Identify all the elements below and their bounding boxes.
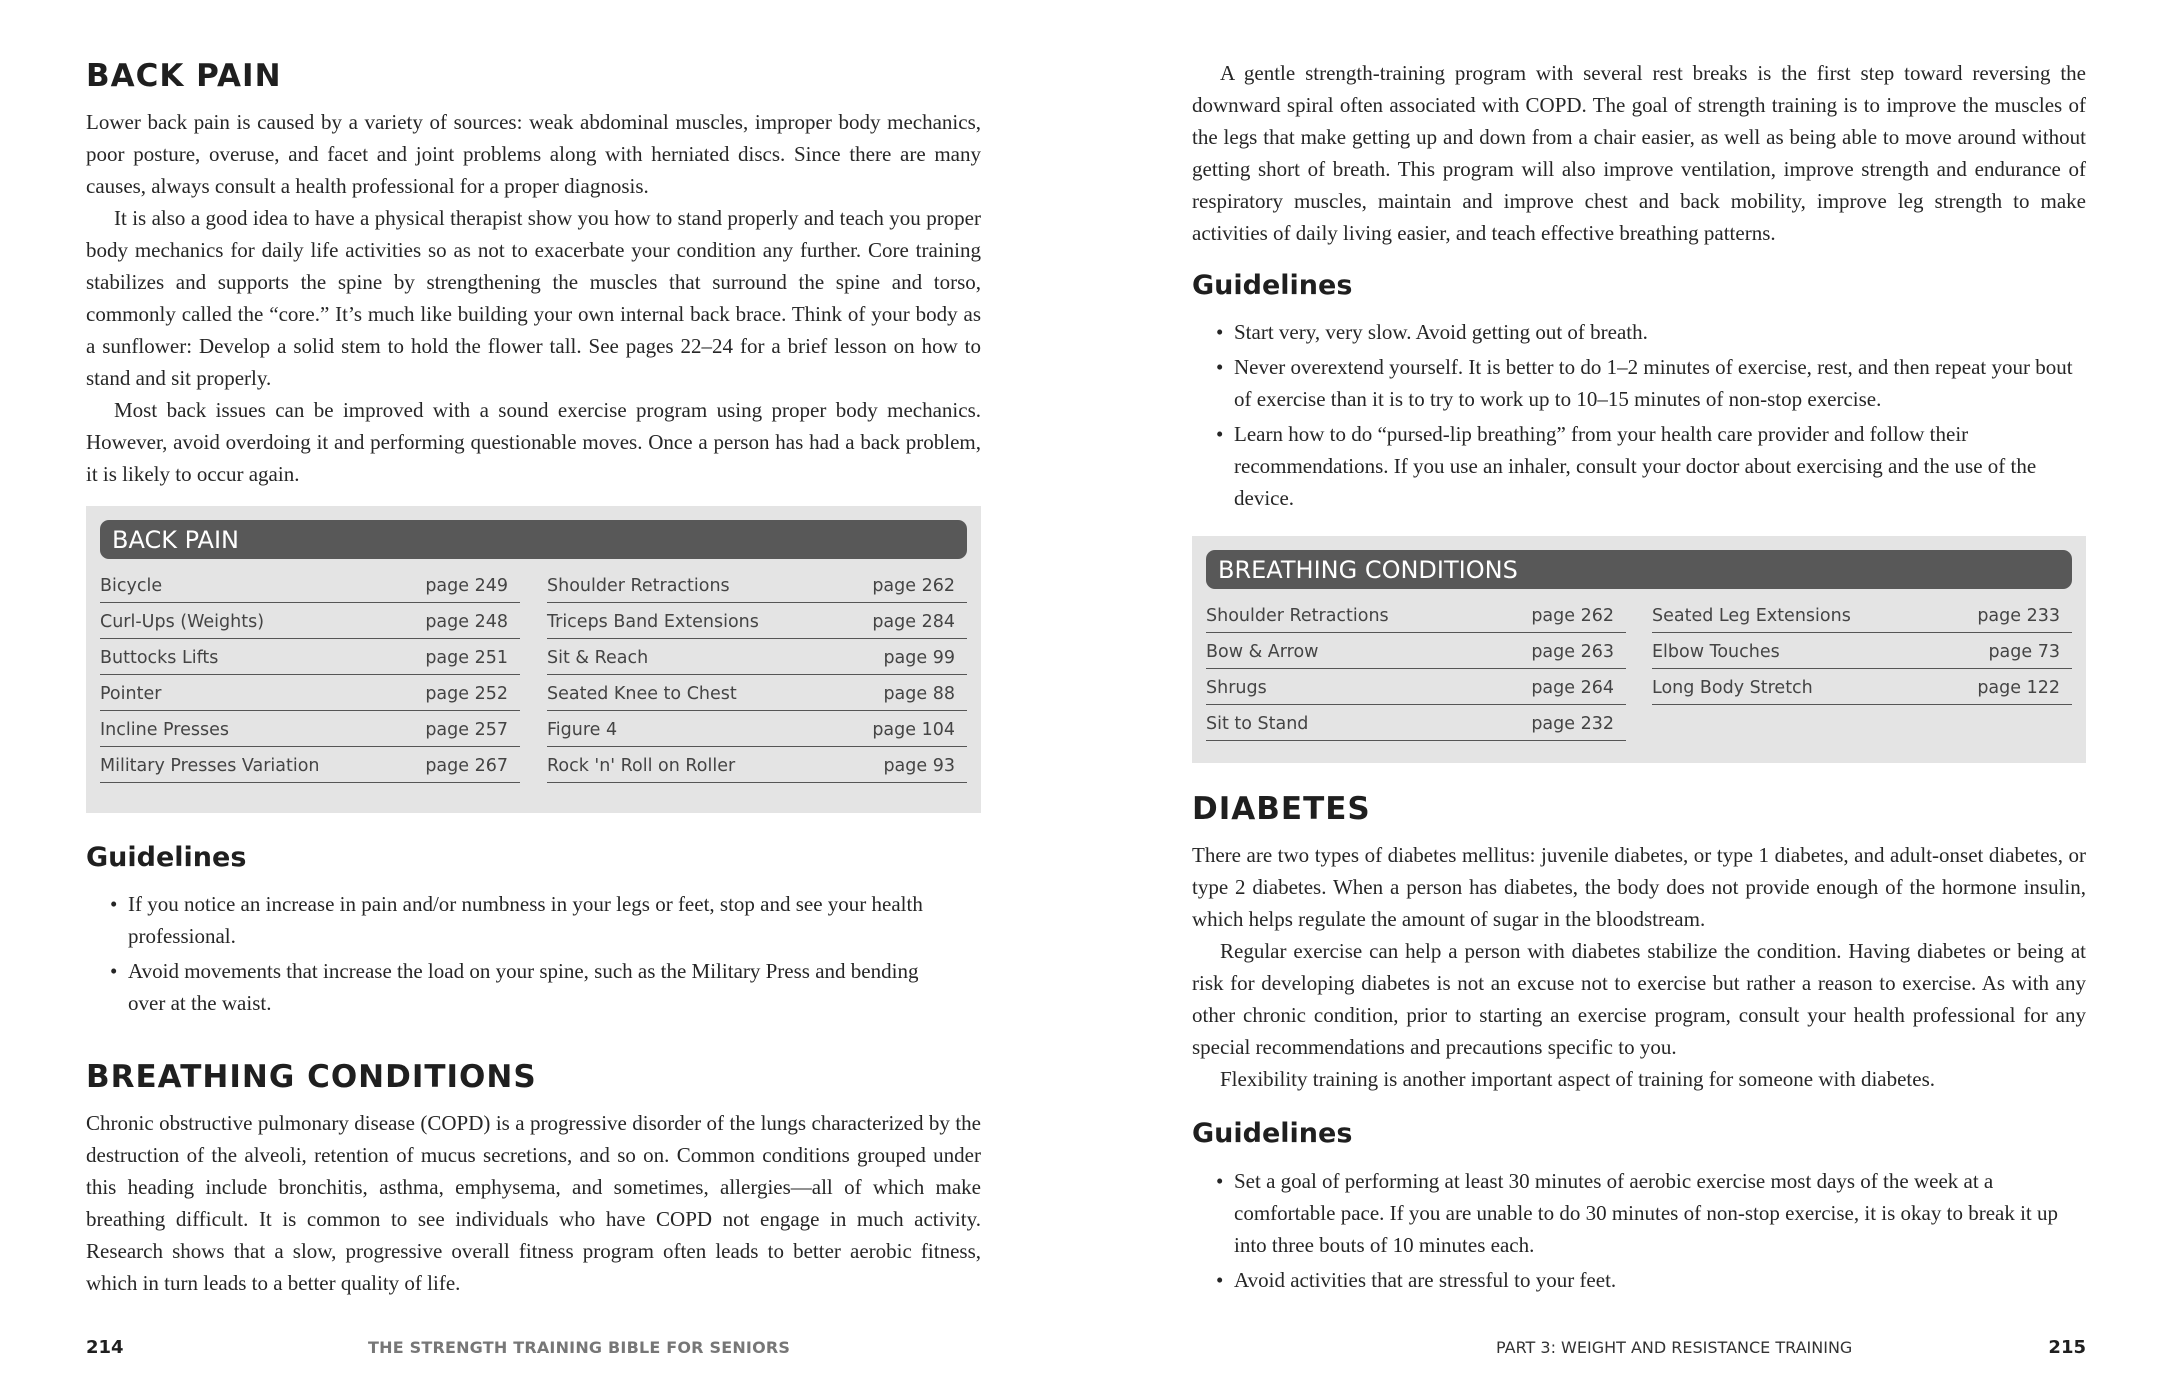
exercise-row: Incline Presses page 257: [100, 711, 520, 747]
box-title: BREATHING CONDITIONS: [1206, 550, 2072, 589]
paragraph: A gentle strength-training program with several rest breaks is the first step toward reversing the downward spiral often associated with COPD. The goal of strength training is to improve the muscles of the legs that make getting up and down from a chair easier, as well as being able to move around without getting short of breath. This program will also improve ventilation, improve strength and endurance of respiratory muscles, maintain and improve chest and back mobility, improve leg strength to make activities of daily living easier, and teach effective breathing patterns.: [1192, 61, 2086, 245]
exercise-row: Seated Leg Extensions page 233: [1652, 597, 2072, 633]
exercise-row: Sit & Reach page 99: [547, 639, 967, 675]
right-page-number: 215: [2048, 1337, 2086, 1358]
back-pain-exercise-box: [86, 506, 981, 813]
exercise-row: Bow & Arrow page 263: [1206, 633, 1626, 669]
exercise-row: Buttocks Lifts page 251: [100, 639, 520, 675]
exercise-row: Long Body Stretch page 122: [1652, 669, 2072, 705]
exercise-row: Triceps Band Extensions page 284: [547, 603, 967, 639]
box-title: BACK PAIN: [100, 520, 967, 559]
exercise-row: Seated Knee to Chest page 88: [547, 675, 967, 711]
breathing-exercise-box: [1192, 536, 2086, 763]
exercise-row: Curl-Ups (Weights) page 248: [100, 603, 520, 639]
paragraph: Regular exercise can help a person with diabetes stabilize the condition. Having diabetes or being at risk for developing diabetes is not an excuse not to exercise but rather a reason to exercise. As with any other chronic condition, prior to starting an exercise program, consult your health professional for any special recommendations and precautions specific to you.: [1192, 939, 2086, 1059]
list-item: • Start very, very slow. Avoid getting out of breath.: [1216, 320, 1648, 344]
breathing-guidelines: [1192, 316, 2086, 517]
box-column-1: [1206, 597, 1626, 741]
left-running-head: THE STRENGTH TRAINING BIBLE FOR SENIORS: [368, 1338, 791, 1357]
breathing-guidelines-heading: Guidelines: [1192, 270, 1353, 301]
paragraph: Lower back pain is caused by a variety of sources: weak abdominal muscles, improper body mechanics, poor posture, overuse, and facet and joint problems along with herniated discs. Since there are many causes, always consult a health professional for a proper diagnosis.: [86, 110, 981, 198]
box-column-1: [100, 567, 520, 783]
exercise-row: Elbow Touches page 73: [1652, 633, 2072, 669]
box-column-2: [547, 567, 967, 783]
exercise-row: Pointer page 252: [100, 675, 520, 711]
exercise-row: Shrugs page 264: [1206, 669, 1626, 705]
exercise-row: Military Presses Variation page 267: [100, 747, 520, 783]
paragraph: It is also a good idea to have a physical therapist show you how to stand properly and teach you proper body mechanics for daily life activities so as not to exacerbate your condition any further. Core training stabilizes and supports the spine by strengthening the muscles that surround the spine and torso, commonly called the “core.” It’s much like building your own internal back brace. Think of your body as a sunflower: Develop a solid stem to hold the flower tall. See pages 22–24 for a brief lesson on how to stand and sit properly.: [86, 206, 981, 390]
back-pain-text: [86, 106, 981, 490]
list-item: • Set a goal of performing at least 30 minutes of aerobic exercise most days of the week at a comfortable pace. If you are unable to do 30 minutes of non-stop exercise, it is okay to break it up into three bouts of 10 minutes each.: [1216, 1169, 2059, 1257]
box-column-2: [1652, 597, 2072, 741]
back-pain-guidelines: [86, 888, 926, 1022]
exercise-row: Bicycle page 249: [100, 567, 520, 603]
list-item: • Never overextend yourself. It is better to do 1–2 minutes of exercise, rest, and then repeat your bout of exercise than it is to try to work up to 10–15 minutes of non-stop exercise.: [1216, 355, 2073, 411]
breathing-conditions-heading: BREATHING CONDITIONS: [86, 1059, 537, 1095]
diabetes-guidelines: [1192, 1165, 2082, 1299]
exercise-row: Figure 4 page 104: [547, 711, 967, 747]
exercise-row: Shoulder Retractions page 262: [1206, 597, 1626, 633]
paragraph: Chronic obstructive pulmonary disease (COPD) is a progressive disorder of the lungs characterized by the destruction of the alveoli, retention of mucus secretions, and so on. Common conditions grouped under this heading include bronchitis, asthma, emphysema, and sometimes, allergies—all of which make breathing difficult. It is common to see individuals who have COPD not engage in much activity. Research shows that a slow, progressive overall fitness program often leads to better aerobic fitness, which in turn leads to a better quality of life.: [86, 1111, 981, 1295]
paragraph: Flexibility training is another important aspect of training for someone with diabetes.: [1220, 1067, 1936, 1091]
back-pain-heading: BACK PAIN: [86, 58, 282, 94]
paragraph: Most back issues can be improved with a sound exercise program using proper body mechanics. However, avoid overdoing it and performing questionable moves. Once a person has had a back problem, it is likely to occur again.: [86, 398, 981, 486]
right-running-head: PART 3: WEIGHT AND RESISTANCE TRAINING: [1496, 1338, 1853, 1357]
exercise-row: Sit to Stand page 232: [1206, 705, 1626, 741]
back-pain-guidelines-heading: Guidelines: [86, 842, 247, 873]
list-item: • If you notice an increase in pain and/or numbness in your legs or feet, stop and see your health professional.: [110, 892, 923, 948]
list-item: • Learn how to do “pursed-lip breathing” from your health care provider and follow their recommendations. If you use an inhaler, consult your doctor about exercising and the use of the device.: [1216, 422, 2037, 510]
exercise-row: Shoulder Retractions page 262: [547, 567, 967, 603]
left-page-number: 214: [86, 1337, 124, 1358]
list-item: • Avoid activities that are stressful to your feet.: [1216, 1268, 1617, 1292]
paragraph: There are two types of diabetes mellitus: juvenile diabetes, or type 1 diabetes, and adult-onset diabetes, or type 2 diabetes. When a person has diabetes, the body does not provide enough of the hormone insulin, which helps regulate the amount of sugar in the bloodstream.: [1192, 843, 2086, 931]
diabetes-guidelines-heading: Guidelines: [1192, 1118, 1353, 1149]
diabetes-heading: DIABETES: [1192, 791, 1371, 827]
exercise-row: Rock 'n' Roll on Roller page 93: [547, 747, 967, 783]
diabetes-text: [1192, 839, 2086, 1095]
list-item: • Avoid movements that increase the load on your spine, such as the Military Press and bending over at the waist.: [110, 959, 919, 1015]
